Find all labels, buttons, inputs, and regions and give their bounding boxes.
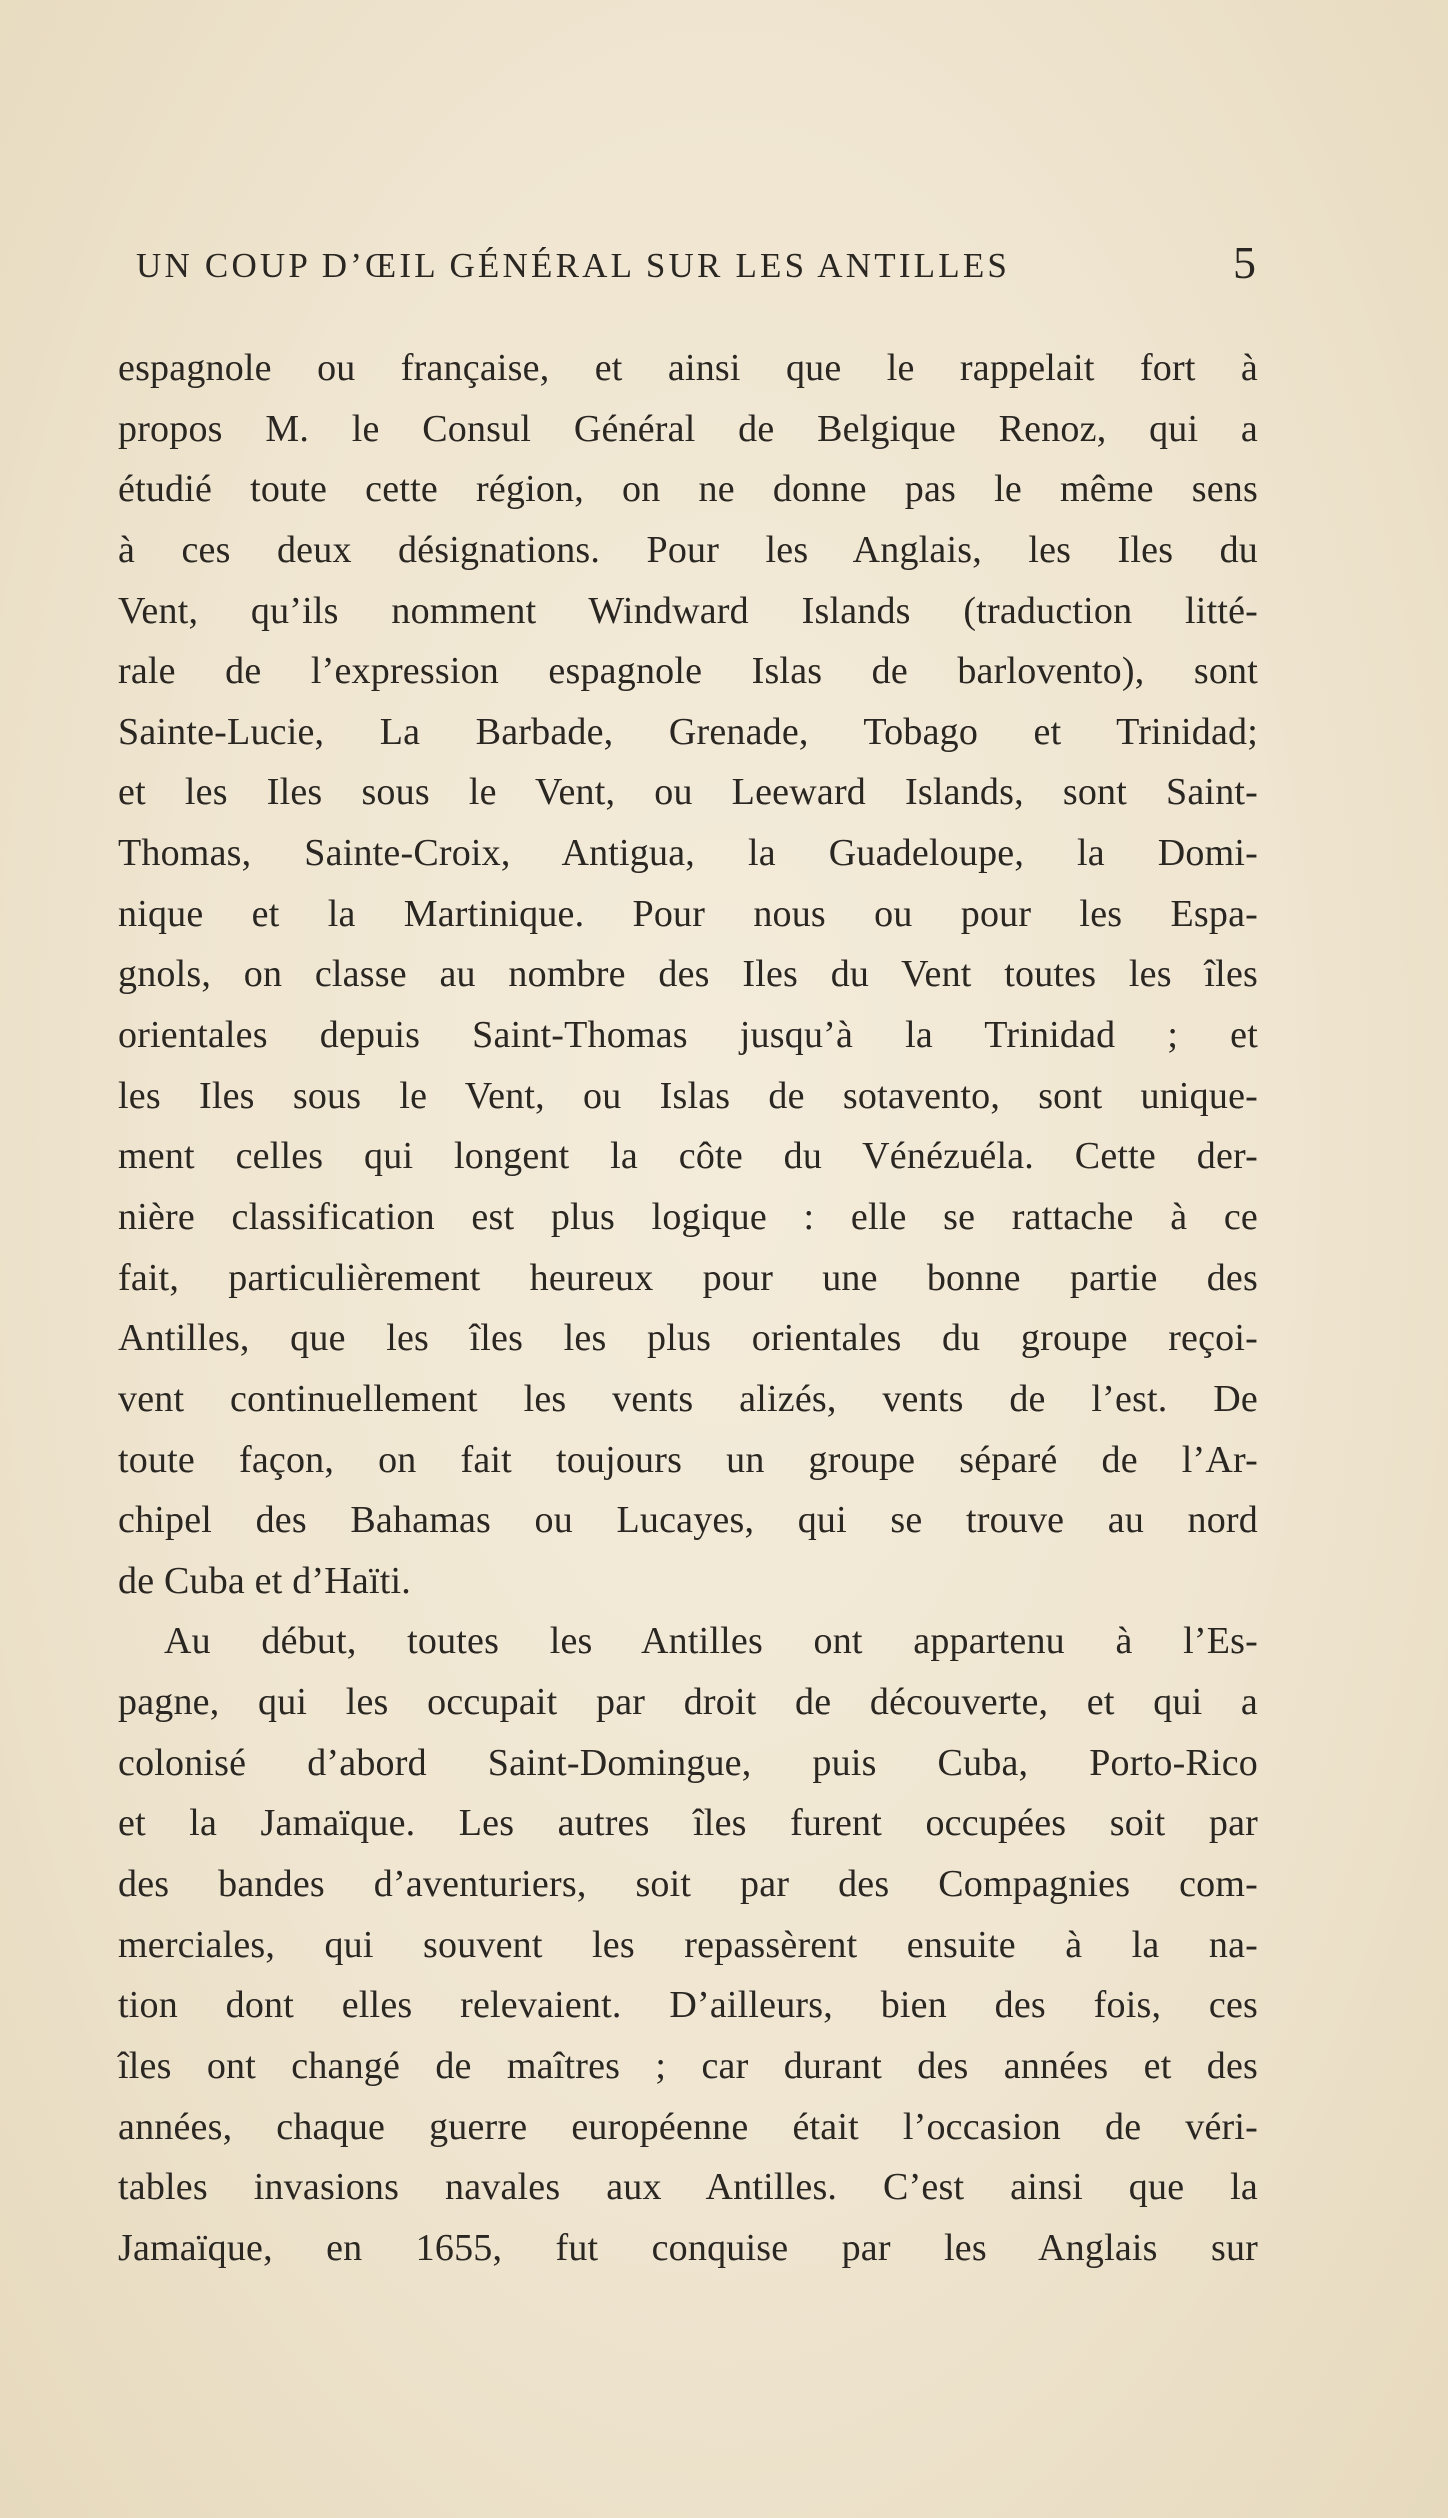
text-line: tables invasions navales aux Antilles. C’est ainsi que la bbox=[118, 2166, 1258, 2209]
text-line: gnols, on classe au nombre des Iles du Vent toutes les îles bbox=[118, 953, 1258, 996]
text-line: et les Iles sous le Vent, ou Leeward Islands, sont Saint- bbox=[118, 771, 1258, 814]
text-line: propos M. le Consul Général de Belgique Renoz, qui a bbox=[118, 407, 1258, 450]
text-line: îles ont changé de maîtres ; car durant des années et des bbox=[118, 2044, 1258, 2087]
running-title: UN COUP D’ŒIL GÉNÉRAL SUR LES ANTILLES bbox=[136, 246, 1011, 285]
text-line: rale de l’expression espagnole Islas de barlovento), sont bbox=[118, 650, 1258, 693]
page-number: 5 bbox=[1233, 237, 1256, 288]
text-line: Thomas, Sainte-Croix, Antigua, la Guadeloupe, la Domi- bbox=[118, 832, 1258, 875]
running-head bbox=[136, 236, 1256, 296]
text-line: années, chaque guerre européenne était l’occasion de véri- bbox=[118, 2105, 1258, 2148]
text-line: nique et la Martinique. Pour nous ou pour les Espa- bbox=[118, 892, 1258, 935]
text-line: étudié toute cette région, on ne donne pas le même sens bbox=[118, 468, 1258, 511]
text-line: espagnole ou française, et ainsi que le rappelait fort à bbox=[118, 347, 1258, 389]
text-line: de Cuba et d’Haïti. bbox=[118, 1559, 411, 1602]
body-text bbox=[118, 338, 1258, 2279]
text-line: des bandes d’aventuriers, soit par des Compagnies com- bbox=[118, 1863, 1258, 1906]
text-line: fait, particulièrement heureux pour une bonne partie des bbox=[118, 1256, 1258, 1299]
text-line: Antilles, que les îles les plus orientales du groupe reçoi- bbox=[118, 1317, 1258, 1360]
text-line: ment celles qui longent la côte du Vénézuéla. Cette der- bbox=[118, 1135, 1258, 1178]
text-line: et la Jamaïque. Les autres îles furent occupées soit par bbox=[118, 1802, 1258, 1845]
text-line: chipel des Bahamas ou Lucayes, qui se trouve au nord bbox=[118, 1499, 1258, 1542]
text-line: pagne, qui les occupait par droit de découverte, et qui a bbox=[118, 1681, 1258, 1724]
text-line: vent continuellement les vents alizés, vents de l’est. De bbox=[118, 1377, 1258, 1420]
text-line: tion dont elles relevaient. D’ailleurs, bien des fois, ces bbox=[118, 1984, 1258, 2027]
text-line: Vent, qu’ils nomment Windward Islands (traduction litté- bbox=[118, 589, 1258, 632]
text-line: colonisé d’abord Saint-Domingue, puis Cuba, Porto-Rico bbox=[118, 1741, 1258, 1784]
text-line: Au début, toutes les Antilles ont appartenu à l’Es- bbox=[164, 1620, 1258, 1663]
text-line: Sainte-Lucie, La Barbade, Grenade, Tobago et Trinidad; bbox=[118, 710, 1258, 753]
text-line: les Iles sous le Vent, ou Islas de sotavento, sont unique- bbox=[118, 1074, 1258, 1117]
text-line: toute façon, on fait toujours un groupe séparé de l’Ar- bbox=[118, 1438, 1258, 1481]
text-line: à ces deux désignations. Pour les Anglais, les Iles du bbox=[118, 528, 1258, 571]
text-line: orientales depuis Saint-Thomas jusqu’à la Trinidad ; et bbox=[118, 1014, 1258, 1057]
text-line: Jamaïque, en 1655, fut conquise par les Anglais sur bbox=[118, 2226, 1258, 2269]
text-line: merciales, qui souvent les repassèrent ensuite à la na- bbox=[118, 1923, 1258, 1966]
text-line: nière classification est plus logique : elle se rattache à ce bbox=[118, 1195, 1258, 1238]
